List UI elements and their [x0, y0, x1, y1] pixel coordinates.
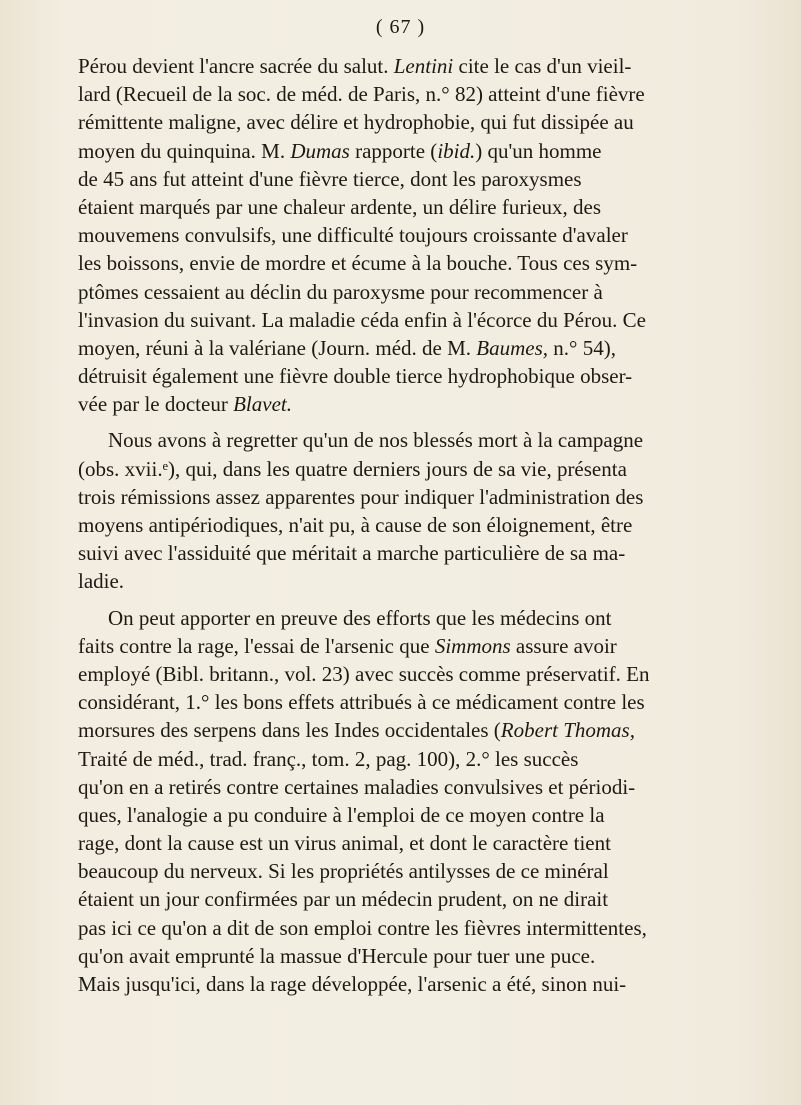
page-number: ( 67 ): [375, 16, 426, 38]
text-line: [78, 137, 768, 165]
text-segment: Nous avons à regretter qu'un de nos blessés mort à la campagne: [108, 428, 644, 453]
text-line: [78, 52, 768, 80]
text-segment: ladie.: [78, 569, 125, 594]
italic-name: Dumas: [290, 138, 350, 163]
text-line: [78, 362, 768, 390]
text-line: [78, 632, 768, 660]
text-line: [78, 108, 768, 136]
text-line: [78, 773, 768, 801]
text-segment: faits contre la rage, l'essai de l'arsenic que: [78, 633, 435, 658]
text-segment: ) qu'un homme: [475, 138, 602, 163]
text-segment: mouvemens convulsifs, une difficulté toujours croissante d'avaler: [78, 223, 628, 248]
text-segment: les boissons, envie de mordre et écume à la bouche. Tous ces sym-: [78, 251, 638, 276]
text-line: [78, 390, 768, 418]
text-segment: suivi avec l'assiduité que méritait a marche particulière de sa ma-: [78, 541, 626, 566]
text-segment: (obs. xvii.ᵉ), qui, dans les quatre derniers jours de sa vie, présenta: [78, 456, 627, 481]
text-segment: Traité de méd., trad. franç., tom. 2, pag. 100), 2.° les succès: [78, 746, 579, 771]
text-segment: qu'on en a retirés contre certaines maladies convulsives et périodi-: [78, 774, 636, 799]
text-segment: considérant, 1.° les bons effets attribués à ce médicament contre les: [78, 690, 645, 715]
text-line: [78, 334, 768, 362]
text-segment: ptômes cessaient au déclin du paroxysme pour recommencer à: [78, 279, 603, 304]
text-line: [78, 716, 768, 744]
paragraph-gap: [78, 596, 768, 604]
text-segment: trois rémissions assez apparentes pour indiquer l'administration des: [78, 484, 644, 509]
text-segment: lard (Recueil de la soc. de méd. de Paris, n.° 82) atteint d'une fièvre: [78, 82, 645, 107]
text-line: [78, 660, 768, 688]
paragraph-gap: [78, 418, 768, 426]
text-segment: l'invasion du suivant. La maladie céda enfin à l'écorce du Pérou. Ce: [78, 307, 646, 332]
text-line: [78, 745, 768, 773]
text-line: [78, 857, 768, 885]
text-line: [78, 604, 768, 632]
italic-name: Lentini: [393, 54, 454, 78]
text-segment: morsures des serpens dans les Indes occidentales (: [78, 718, 501, 743]
text-segment: ques, l'analogie a pu conduire à l'emploi de ce moyen contre la: [78, 802, 605, 827]
text-segment: rapporte (: [349, 138, 438, 163]
text-line: [78, 426, 768, 454]
text-segment: beaucoup du nerveux. Si les propriétés antilysses de ce minéral: [78, 859, 609, 884]
italic-name: Baumes,: [476, 335, 549, 360]
text-line: [78, 483, 768, 511]
text-segment: étaient un jour confirmées par un médecin prudent, on ne dirait: [78, 887, 609, 912]
text-segment: rage, dont la cause est un virus animal, et dont le caractère tient: [78, 831, 611, 856]
text-segment: employé (Bibl. britann., vol. 23) avec succès comme préservatif. En: [78, 661, 650, 686]
text-segment: étaient marqués par une chaleur ardente, un délire furieux, des: [78, 194, 602, 219]
text-segment: cite le cas d'un vieil-: [453, 54, 632, 78]
italic-name: Simmons: [434, 633, 511, 658]
text-segment: détruisit également une fièvre double tierce hydrophobique obser-: [78, 364, 633, 389]
text-line: [78, 829, 768, 857]
text-segment: On peut apporter en preuve des efforts que les médecins ont: [108, 605, 612, 630]
text-line: [78, 801, 768, 829]
text-line: [78, 165, 768, 193]
text-line: [78, 193, 768, 221]
text-line: [78, 306, 768, 334]
text-segment: Pérou devient l'ancre sacrée du salut.: [78, 54, 394, 78]
text-segment: rémittente maligne, avec délire et hydrophobie, qui fut dissipée au: [78, 110, 634, 135]
text-segment: moyen, réuni à la valériane (Journ. méd. de M.: [78, 335, 477, 360]
text-line: [78, 688, 768, 716]
text-line: [78, 80, 768, 108]
text-segment: assure avoir: [510, 633, 617, 658]
text-segment: n.° 54),: [548, 335, 616, 360]
text-segment: moyens antipériodiques, n'ait pu, à cause de son éloignement, être: [78, 513, 633, 537]
text-line: [78, 539, 768, 567]
text-segment: de 45 ans fut atteint d'une fièvre tierce, dont les paroxysmes: [78, 166, 582, 191]
body-text: [78, 52, 768, 998]
text-line: [78, 914, 768, 942]
text-line: [78, 942, 768, 970]
text-line: [78, 885, 768, 913]
text-line: [78, 278, 768, 306]
italic-name: Blavet.: [233, 392, 292, 417]
italic-name: Robert Thomas,: [500, 718, 635, 743]
text-line: [78, 567, 768, 595]
text-segment: pas ici ce qu'on a dit de son emploi contre les fièvres intermittentes,: [78, 915, 647, 940]
text-line: [78, 970, 768, 998]
text-line: [78, 511, 768, 539]
text-line: [78, 221, 768, 249]
text-segment: Mais jusqu'ici, dans la rage développée, l'arsenic a été, sinon nui-: [78, 972, 627, 996]
text-segment: vée par le docteur: [78, 392, 234, 417]
text-line: [78, 249, 768, 277]
text-segment: qu'on avait emprunté la massue d'Hercule pour tuer une puce.: [78, 943, 596, 968]
italic-name: ibid.: [437, 138, 476, 163]
text-line: [78, 455, 768, 483]
text-segment: moyen du quinquina. M.: [78, 138, 291, 163]
